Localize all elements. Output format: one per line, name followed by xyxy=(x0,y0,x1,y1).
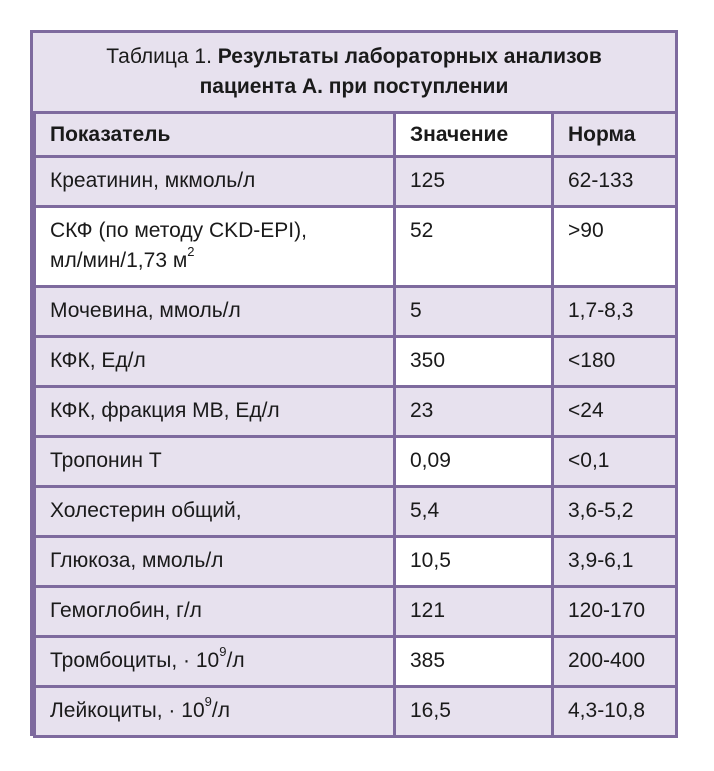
row-indicator-line-2: мл/мин/1,73 м xyxy=(50,249,188,272)
table-row xyxy=(35,287,677,337)
caption-line-2 xyxy=(200,72,509,102)
lab-results-table xyxy=(33,111,678,738)
row-value: 23 xyxy=(395,387,553,437)
row-indicator: КФК, Ед/л xyxy=(35,337,395,387)
table-row xyxy=(35,207,677,287)
row-norm: 3,9-6,1 xyxy=(553,537,677,587)
superscript: 9 xyxy=(219,644,227,659)
row-indicator-line-1: СКФ (по методу CKD-EPI), xyxy=(50,219,307,242)
superscript: 9 xyxy=(204,694,212,709)
table-row xyxy=(35,487,677,537)
superscript: 2 xyxy=(187,244,195,259)
table-row xyxy=(35,537,677,587)
row-norm: <180 xyxy=(553,337,677,387)
table-header-row xyxy=(35,113,677,157)
row-norm: <0,1 xyxy=(553,437,677,487)
table-row xyxy=(35,637,677,687)
row-indicator: Гемоглобин, г/л xyxy=(35,587,395,637)
caption-title-2: пациента А. при поступлении xyxy=(199,75,509,98)
row-indicator-suffix: /л xyxy=(211,699,230,722)
lab-results-table-frame xyxy=(30,30,678,736)
row-value: 121 xyxy=(395,587,553,637)
row-indicator xyxy=(35,637,395,687)
row-norm: 4,3-10,8 xyxy=(553,687,677,737)
row-value: 125 xyxy=(395,157,553,207)
table-row xyxy=(35,157,677,207)
row-norm: 1,7-8,3 xyxy=(553,287,677,337)
row-indicator xyxy=(35,487,395,537)
row-indicator-suffix: /л xyxy=(226,649,245,672)
row-norm: <24 xyxy=(553,387,677,437)
row-indicator: Глюкоза, ммоль/л xyxy=(35,537,395,587)
row-indicator: КФК, фракция МВ, Ед/л xyxy=(35,387,395,437)
row-value: 16,5 xyxy=(395,687,553,737)
row-indicator-text: Холестерин общий, xyxy=(50,499,242,522)
row-indicator: Мочевина, ммоль/л xyxy=(35,287,395,337)
row-indicator xyxy=(35,207,395,287)
row-indicator: Креатинин, мкмоль/л xyxy=(35,157,395,207)
row-value: 52 xyxy=(395,207,553,287)
row-value: 5,4 xyxy=(395,487,553,537)
header-indicator: Показатель xyxy=(35,113,395,157)
caption-prefix: Таблица 1. xyxy=(106,45,212,68)
row-norm: 120-170 xyxy=(553,587,677,637)
row-indicator xyxy=(35,687,395,737)
row-value: 5 xyxy=(395,287,553,337)
caption-line-1 xyxy=(106,42,602,72)
row-norm: 200-400 xyxy=(553,637,677,687)
row-norm: >90 xyxy=(553,207,677,287)
table-row xyxy=(35,337,677,387)
row-norm: 3,6-5,2 xyxy=(553,487,677,537)
row-indicator-prefix: Лейкоциты, · 10 xyxy=(50,699,205,722)
header-value: Значение xyxy=(395,113,553,157)
table-row xyxy=(35,387,677,437)
row-indicator: Тропонин Т xyxy=(35,437,395,487)
row-norm: 62-133 xyxy=(553,157,677,207)
row-value: 10,5 xyxy=(395,537,553,587)
header-norm: Норма xyxy=(553,113,677,157)
table-caption xyxy=(33,33,675,114)
caption-title-1: Результаты лабораторных анализов xyxy=(217,45,602,68)
table-row xyxy=(35,687,677,737)
row-value: 350 xyxy=(395,337,553,387)
table-row xyxy=(35,587,677,637)
table-row xyxy=(35,437,677,487)
row-value: 385 xyxy=(395,637,553,687)
row-value: 0,09 xyxy=(395,437,553,487)
row-indicator-prefix: Тромбоциты, · 10 xyxy=(50,649,220,672)
